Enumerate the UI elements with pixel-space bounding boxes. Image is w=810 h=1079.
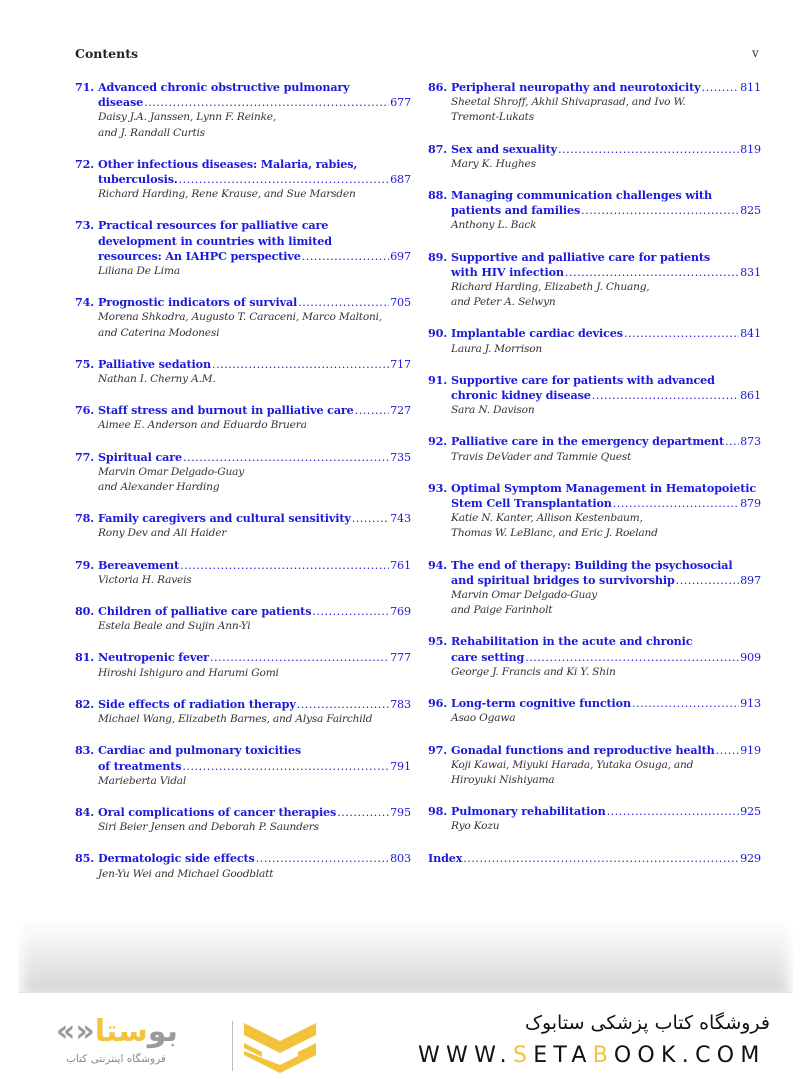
toc-entry[interactable] — [75, 805, 411, 835]
chapter-title-line[interactable] — [75, 95, 411, 110]
chapter-title[interactable]: with HIV infection — [451, 264, 564, 279]
chapter-title-line[interactable] — [428, 388, 761, 403]
chapter-title[interactable]: Palliative care in the emergency department — [451, 434, 724, 449]
toc-entry[interactable] — [75, 851, 411, 881]
chapter-title-line[interactable] — [428, 481, 761, 496]
dot-leader — [725, 434, 739, 449]
url-part: OOK.COM — [613, 1043, 766, 1068]
chapter-authors: Siri Beier Jensen and Deborah P. Saunders — [98, 821, 319, 834]
chapter-title[interactable]: Oral complications of cancer therapies — [98, 804, 337, 819]
chapter-title[interactable]: Family caregivers and cultural sensitivity — [98, 511, 351, 526]
chapter-title[interactable]: chronic kidney disease — [451, 388, 591, 403]
store-url[interactable] — [418, 1043, 766, 1068]
chapter-number: 80. — [75, 604, 95, 619]
page-number-roman: v — [752, 46, 759, 60]
logo-wordmark — [56, 1014, 178, 1049]
dot-leader — [558, 142, 739, 157]
chapter-title-line[interactable] — [75, 172, 411, 187]
page-number[interactable]: 825 — [740, 204, 761, 218]
chapter-authors: Marvin Omar Delgado-Guay — [98, 465, 245, 478]
chapter-title[interactable]: Supportive and palliative care for patients — [451, 249, 711, 264]
chapter-title[interactable]: Supportive care for patients with advanced — [451, 372, 715, 387]
page-number[interactable]: 727 — [390, 404, 411, 418]
chapter-authors: Marvin Omar Delgado-Guay — [451, 589, 598, 602]
chapter-title[interactable]: tuberculosis. — [98, 172, 178, 187]
toc-column-right — [428, 80, 761, 882]
dot-leader — [607, 804, 740, 819]
page-number[interactable]: 929 — [740, 851, 761, 865]
toc-entry[interactable] — [75, 511, 411, 541]
chapter-authors: Sheetal Shroff, Akhil Shivaprasad, and Ivo W. — [451, 96, 686, 109]
page-number[interactable]: 861 — [740, 389, 761, 403]
toc-entry[interactable] — [428, 373, 761, 419]
dot-leader — [302, 249, 389, 264]
dot-leader — [256, 851, 389, 866]
chapter-authors: Richard Harding, Rene Krause, and Sue Marsden — [98, 188, 356, 201]
chapter-number: 78. — [75, 511, 95, 526]
dot-leader — [355, 403, 389, 418]
toc-entry[interactable] — [428, 80, 761, 126]
toc-entry[interactable] — [428, 481, 761, 542]
chapter-number: 90. — [428, 326, 448, 341]
chapter-title-line[interactable] — [428, 696, 761, 711]
chapter-number: 85. — [75, 851, 95, 866]
dot-leader — [525, 650, 739, 665]
chapter-title-line[interactable] — [428, 650, 761, 665]
toc-entry[interactable] — [75, 697, 411, 727]
dot-leader — [212, 357, 389, 372]
page-number[interactable]: 783 — [390, 697, 411, 711]
chapter-authors: Asao Ogawa — [451, 712, 516, 725]
store-name: فروشگاه کتاب پزشکی ستابوک — [524, 1012, 770, 1034]
chapter-title[interactable]: Palliative sedation — [98, 356, 211, 371]
dot-leader — [312, 604, 389, 619]
index-line[interactable] — [428, 851, 761, 866]
toc-entry[interactable] — [75, 357, 411, 387]
dot-leader — [182, 759, 389, 774]
chapter-title[interactable]: Staff stress and burnout in palliative care — [98, 403, 354, 418]
chapter-authors: Michael Wang, Elizabeth Barnes, and Alysa Fairchild — [98, 713, 373, 726]
chapter-authors: and Alexander Harding — [98, 481, 220, 494]
chapter-title-line[interactable] — [428, 804, 761, 819]
chapter-number: 77. — [75, 449, 95, 464]
chapter-number: 82. — [75, 696, 95, 711]
chapter-title[interactable]: resources: An IAHPC perspective — [98, 248, 301, 263]
page-number[interactable]: 677 — [390, 96, 411, 110]
chapter-authors: and Paige Farinholt — [451, 604, 553, 617]
chapter-title-line[interactable] — [428, 573, 761, 588]
chapter-title-line[interactable] — [75, 558, 411, 573]
toc-entry[interactable] — [75, 295, 411, 341]
chapter-title[interactable]: disease — [98, 95, 144, 110]
chapter-title[interactable]: Neutropenic fever — [98, 650, 209, 665]
dot-leader — [624, 326, 739, 341]
chapter-authors: Morena Shkodra, Augusto T. Caraceni, Marco Maltoni, — [98, 311, 383, 324]
page-number[interactable]: 811 — [740, 81, 761, 94]
chapter-authors: Rony Dev and Ali Haider — [98, 527, 227, 540]
chapter-title-line[interactable] — [428, 496, 761, 511]
chapter-title[interactable]: Stem Cell Transplantation — [451, 496, 612, 511]
chapter-title-line[interactable] — [428, 80, 761, 95]
page-number[interactable]: 777 — [390, 651, 411, 665]
chapter-authors: Thomas W. LeBlanc, and Eric J. Roeland — [451, 527, 658, 540]
chapter-authors: Nathan I. Cherny A.M. — [98, 373, 216, 386]
chapter-title[interactable]: and spiritual bridges to survivorship — [451, 572, 675, 587]
chapter-title[interactable]: Cardiac and pulmonary toxicities — [98, 743, 301, 758]
chapter-title-line[interactable] — [428, 203, 761, 218]
index-title[interactable]: Index — [428, 850, 463, 865]
chapter-title-line[interactable] — [428, 743, 761, 758]
chapter-title[interactable]: Gonadal functions and reproductive health — [451, 742, 715, 757]
chapter-authors: Katie N. Kanter, Allison Kestenbaum, — [451, 512, 643, 525]
toc-entry[interactable] — [75, 403, 411, 433]
toc-entry[interactable] — [428, 250, 761, 311]
chapter-number: 75. — [75, 356, 95, 371]
chapter-title-line[interactable] — [428, 142, 761, 157]
logo-divider — [232, 1021, 233, 1071]
chapter-number: 83. — [75, 743, 95, 758]
dot-leader — [297, 697, 389, 712]
chapter-title-line[interactable] — [75, 295, 411, 310]
dot-leader — [581, 203, 739, 218]
page-number[interactable]: 879 — [740, 497, 761, 511]
chapter-number: 97. — [428, 742, 448, 757]
chapter-title-line[interactable] — [428, 634, 761, 649]
logo-arrows-icon: « — [56, 1014, 76, 1049]
chapter-title[interactable]: Other infectious diseases: Malaria, rabies, — [98, 156, 358, 171]
chapter-title[interactable]: Implantable cardiac devices — [451, 326, 623, 341]
chapter-title[interactable]: Children of palliative care patients — [98, 604, 312, 619]
page-number[interactable]: 705 — [390, 296, 411, 310]
chapter-title[interactable]: Side effects of radiation therapy — [98, 696, 296, 711]
chapter-authors: Richard Harding, Elizabeth J. Chuang, — [451, 281, 650, 294]
dot-leader — [179, 172, 390, 187]
page-number[interactable]: 761 — [390, 558, 411, 572]
chapter-title[interactable]: Dermatologic side effects — [98, 851, 255, 866]
chapter-number: 96. — [428, 696, 448, 711]
toc-entry[interactable] — [428, 188, 761, 234]
dot-leader — [210, 650, 389, 665]
dot-leader — [144, 95, 389, 110]
chapter-number: 88. — [428, 188, 448, 203]
url-part: ETA — [533, 1043, 593, 1068]
chapter-number: 72. — [75, 156, 95, 171]
chapter-title[interactable]: Advanced chronic obstructive pulmonary — [98, 80, 350, 94]
logo-text-yellow: ﺳﺘﺎ — [94, 1014, 148, 1049]
chapter-title-line[interactable] — [75, 450, 411, 465]
dot-leader — [463, 851, 739, 866]
dot-leader — [592, 388, 739, 403]
chapter-title-line[interactable] — [75, 357, 411, 372]
chapter-title[interactable]: care setting — [451, 649, 525, 664]
page-number[interactable]: 803 — [390, 852, 411, 866]
setabook-logo — [36, 1013, 316, 1073]
toc-entry[interactable] — [428, 743, 761, 789]
chapter-title[interactable]: Peripheral neuropathy and neurotoxicity — [451, 80, 701, 94]
chapter-authors: Koji Kawai, Miyuki Harada, Yutaka Osuga, and — [451, 758, 694, 771]
chapter-title-line[interactable] — [75, 249, 411, 264]
chapter-authors: Aimee E. Anderson and Eduardo Bruera — [98, 419, 307, 432]
chapter-title-line[interactable] — [75, 851, 411, 866]
chapter-authors: Hiroyuki Nishiyama — [451, 773, 555, 786]
toc-entry[interactable] — [428, 142, 761, 172]
page-number[interactable]: 819 — [740, 142, 761, 156]
chapter-title[interactable]: Prognostic indicators of survival — [98, 295, 298, 310]
toc-entry[interactable] — [428, 434, 761, 464]
toc-entry[interactable] — [428, 326, 761, 356]
chapter-title-line[interactable] — [75, 218, 411, 233]
page-number[interactable]: 687 — [390, 173, 411, 187]
chapter-number: 89. — [428, 249, 448, 264]
logo-subtitle: فروشگاه اینترنتی کتاب — [66, 1053, 166, 1065]
chapter-title[interactable]: Managing communication challenges with — [451, 188, 712, 203]
dot-leader — [183, 450, 389, 465]
chapter-title[interactable]: Rehabilitation in the acute and chronic — [451, 634, 693, 649]
chapter-authors: Travis DeVader and Tammie Quest — [451, 450, 632, 463]
chapter-title[interactable]: The end of therapy: Building the psychosocial — [451, 557, 733, 572]
toc-entry[interactable] — [428, 558, 761, 619]
chapter-authors: and Peter A. Selwyn — [451, 296, 556, 309]
chapter-number: 73. — [75, 218, 95, 233]
chapter-number: 91. — [428, 372, 448, 387]
chapter-title-line[interactable] — [428, 558, 761, 573]
chapter-title-line[interactable] — [75, 650, 411, 665]
chapter-number: 74. — [75, 295, 95, 310]
chapter-number: 76. — [75, 403, 95, 418]
chapter-title-line[interactable] — [75, 157, 411, 172]
dot-leader — [716, 743, 739, 758]
chapter-title[interactable]: Pulmonary rehabilitation — [451, 804, 606, 819]
chapter-title-line[interactable] — [428, 265, 761, 280]
chapter-title[interactable]: Bereavement — [98, 557, 180, 572]
page-number[interactable]: 919 — [740, 743, 761, 757]
chapter-title-line[interactable] — [75, 604, 411, 619]
dot-leader — [676, 573, 739, 588]
page-number[interactable]: 925 — [740, 805, 761, 819]
chapter-number: 84. — [75, 804, 95, 819]
page-number[interactable]: 913 — [740, 697, 761, 711]
chapter-authors: Daisy J.A. Janssen, Lynn F. Reinke, — [98, 111, 277, 124]
chapter-title-line[interactable] — [428, 434, 761, 449]
toc-entry[interactable] — [75, 157, 411, 203]
chapter-authors: and J. Randall Curtis — [98, 126, 205, 139]
chapter-title[interactable]: Sex and sexuality — [451, 141, 557, 156]
dot-leader — [565, 265, 739, 280]
chapter-title-line[interactable] — [428, 250, 761, 265]
chapter-title-line[interactable] — [75, 511, 411, 526]
chapter-title[interactable]: development in countries with limited — [98, 233, 332, 248]
chapter-number: 71. — [75, 80, 95, 94]
dot-leader — [352, 511, 389, 526]
dot-leader — [613, 496, 739, 511]
chapter-authors: Sara N. Davison — [451, 404, 535, 417]
toc-entry[interactable] — [75, 604, 411, 634]
page-number[interactable]: 897 — [740, 573, 761, 587]
url-part: WWW. — [418, 1043, 513, 1068]
chapter-authors: and Caterina Modonesi — [98, 326, 220, 339]
page-number[interactable]: 873 — [740, 435, 761, 449]
page-number[interactable]: 717 — [390, 357, 411, 371]
chapter-authors: Victoria H. Raveis — [98, 573, 192, 586]
dot-leader — [702, 80, 740, 95]
chapter-number: 98. — [428, 804, 448, 819]
dot-leader — [180, 558, 389, 573]
page-number[interactable]: 743 — [390, 512, 411, 526]
dot-leader — [337, 805, 389, 820]
url-part-highlight: B — [592, 1043, 614, 1068]
chapter-title-line[interactable] — [75, 805, 411, 820]
chapter-authors: Tremont-Lukats — [451, 111, 534, 124]
chapter-authors: Anthony L. Back — [451, 219, 537, 232]
chapter-title[interactable]: Spiritual care — [98, 449, 182, 464]
chapter-number: 86. — [428, 80, 448, 94]
chapter-authors: Marieberta Vidal — [98, 774, 187, 787]
chapter-authors: Liliana De Lima — [98, 265, 180, 278]
chapter-title-line[interactable] — [75, 697, 411, 712]
chapter-number: 93. — [428, 480, 448, 495]
chapter-title-line[interactable] — [428, 188, 761, 203]
chapter-title[interactable]: Practical resources for palliative care — [98, 218, 329, 233]
chapter-number: 95. — [428, 634, 448, 649]
toc-entry[interactable] — [75, 80, 411, 141]
chapter-title-line[interactable] — [428, 373, 761, 388]
chevron-logo-icon — [244, 1019, 316, 1075]
chapter-title[interactable]: patients and families — [451, 203, 581, 218]
chapter-authors: Laura J. Morrison — [451, 342, 543, 355]
chapter-number: 94. — [428, 557, 448, 572]
chapter-authors: Hiroshi Ishiguro and Harumi Gomi — [98, 666, 279, 679]
toc-entry[interactable] — [75, 650, 411, 680]
page-bottom-shadow — [18, 918, 793, 992]
chapter-title-line[interactable] — [428, 326, 761, 341]
chapter-authors: Estela Beale and Sujin Ann-Yi — [98, 620, 251, 633]
dot-leader — [298, 295, 389, 310]
page-number[interactable]: 791 — [390, 759, 411, 773]
page-number[interactable]: 795 — [390, 805, 411, 819]
page-number[interactable]: 769 — [390, 605, 411, 619]
chapter-number: 79. — [75, 557, 95, 572]
toc-entry[interactable] — [75, 450, 411, 496]
chapter-title-line[interactable] — [75, 759, 411, 774]
toc-entry[interactable] — [428, 634, 761, 680]
toc-entry[interactable] — [75, 218, 411, 279]
chapter-title-line[interactable] — [75, 234, 411, 249]
chapter-title-line[interactable] — [75, 80, 411, 95]
page-number[interactable]: 841 — [740, 327, 761, 341]
chapter-number: 81. — [75, 650, 95, 665]
toc-entry[interactable] — [428, 696, 761, 726]
page-number[interactable]: 909 — [740, 650, 761, 664]
chapter-authors: George J. Francis and Ki Y. Shin — [451, 665, 616, 678]
logo-text-gray: »ﺑﻮ — [75, 1014, 178, 1049]
chapter-authors: Mary K. Hughes — [451, 157, 536, 170]
chapter-authors: Ryo Kozu — [451, 820, 500, 833]
page-title: Contents — [75, 46, 139, 61]
chapter-number: 92. — [428, 434, 448, 449]
toc-entry[interactable] — [428, 804, 761, 834]
url-part-highlight: S — [512, 1043, 534, 1068]
index-entry[interactable] — [428, 851, 761, 866]
toc-entry[interactable] — [75, 743, 411, 789]
chapter-title-line[interactable] — [75, 403, 411, 418]
chapter-authors: Jen-Yu Wei and Michael Goodblatt — [98, 867, 274, 880]
toc-entry[interactable] — [75, 558, 411, 588]
toc-column-left — [75, 80, 411, 898]
chapter-title[interactable]: of treatments — [98, 758, 182, 773]
chapter-title-line[interactable] — [75, 743, 411, 758]
page-number[interactable]: 697 — [390, 249, 411, 263]
dot-leader — [632, 696, 739, 711]
chapter-title[interactable]: Optimal Symptom Management in Hematopoietic — [451, 480, 757, 495]
chapter-number: 87. — [428, 141, 448, 156]
page-number[interactable]: 831 — [740, 265, 761, 279]
chapter-title[interactable]: Long-term cognitive function — [451, 696, 631, 711]
page-number[interactable]: 735 — [390, 450, 411, 464]
